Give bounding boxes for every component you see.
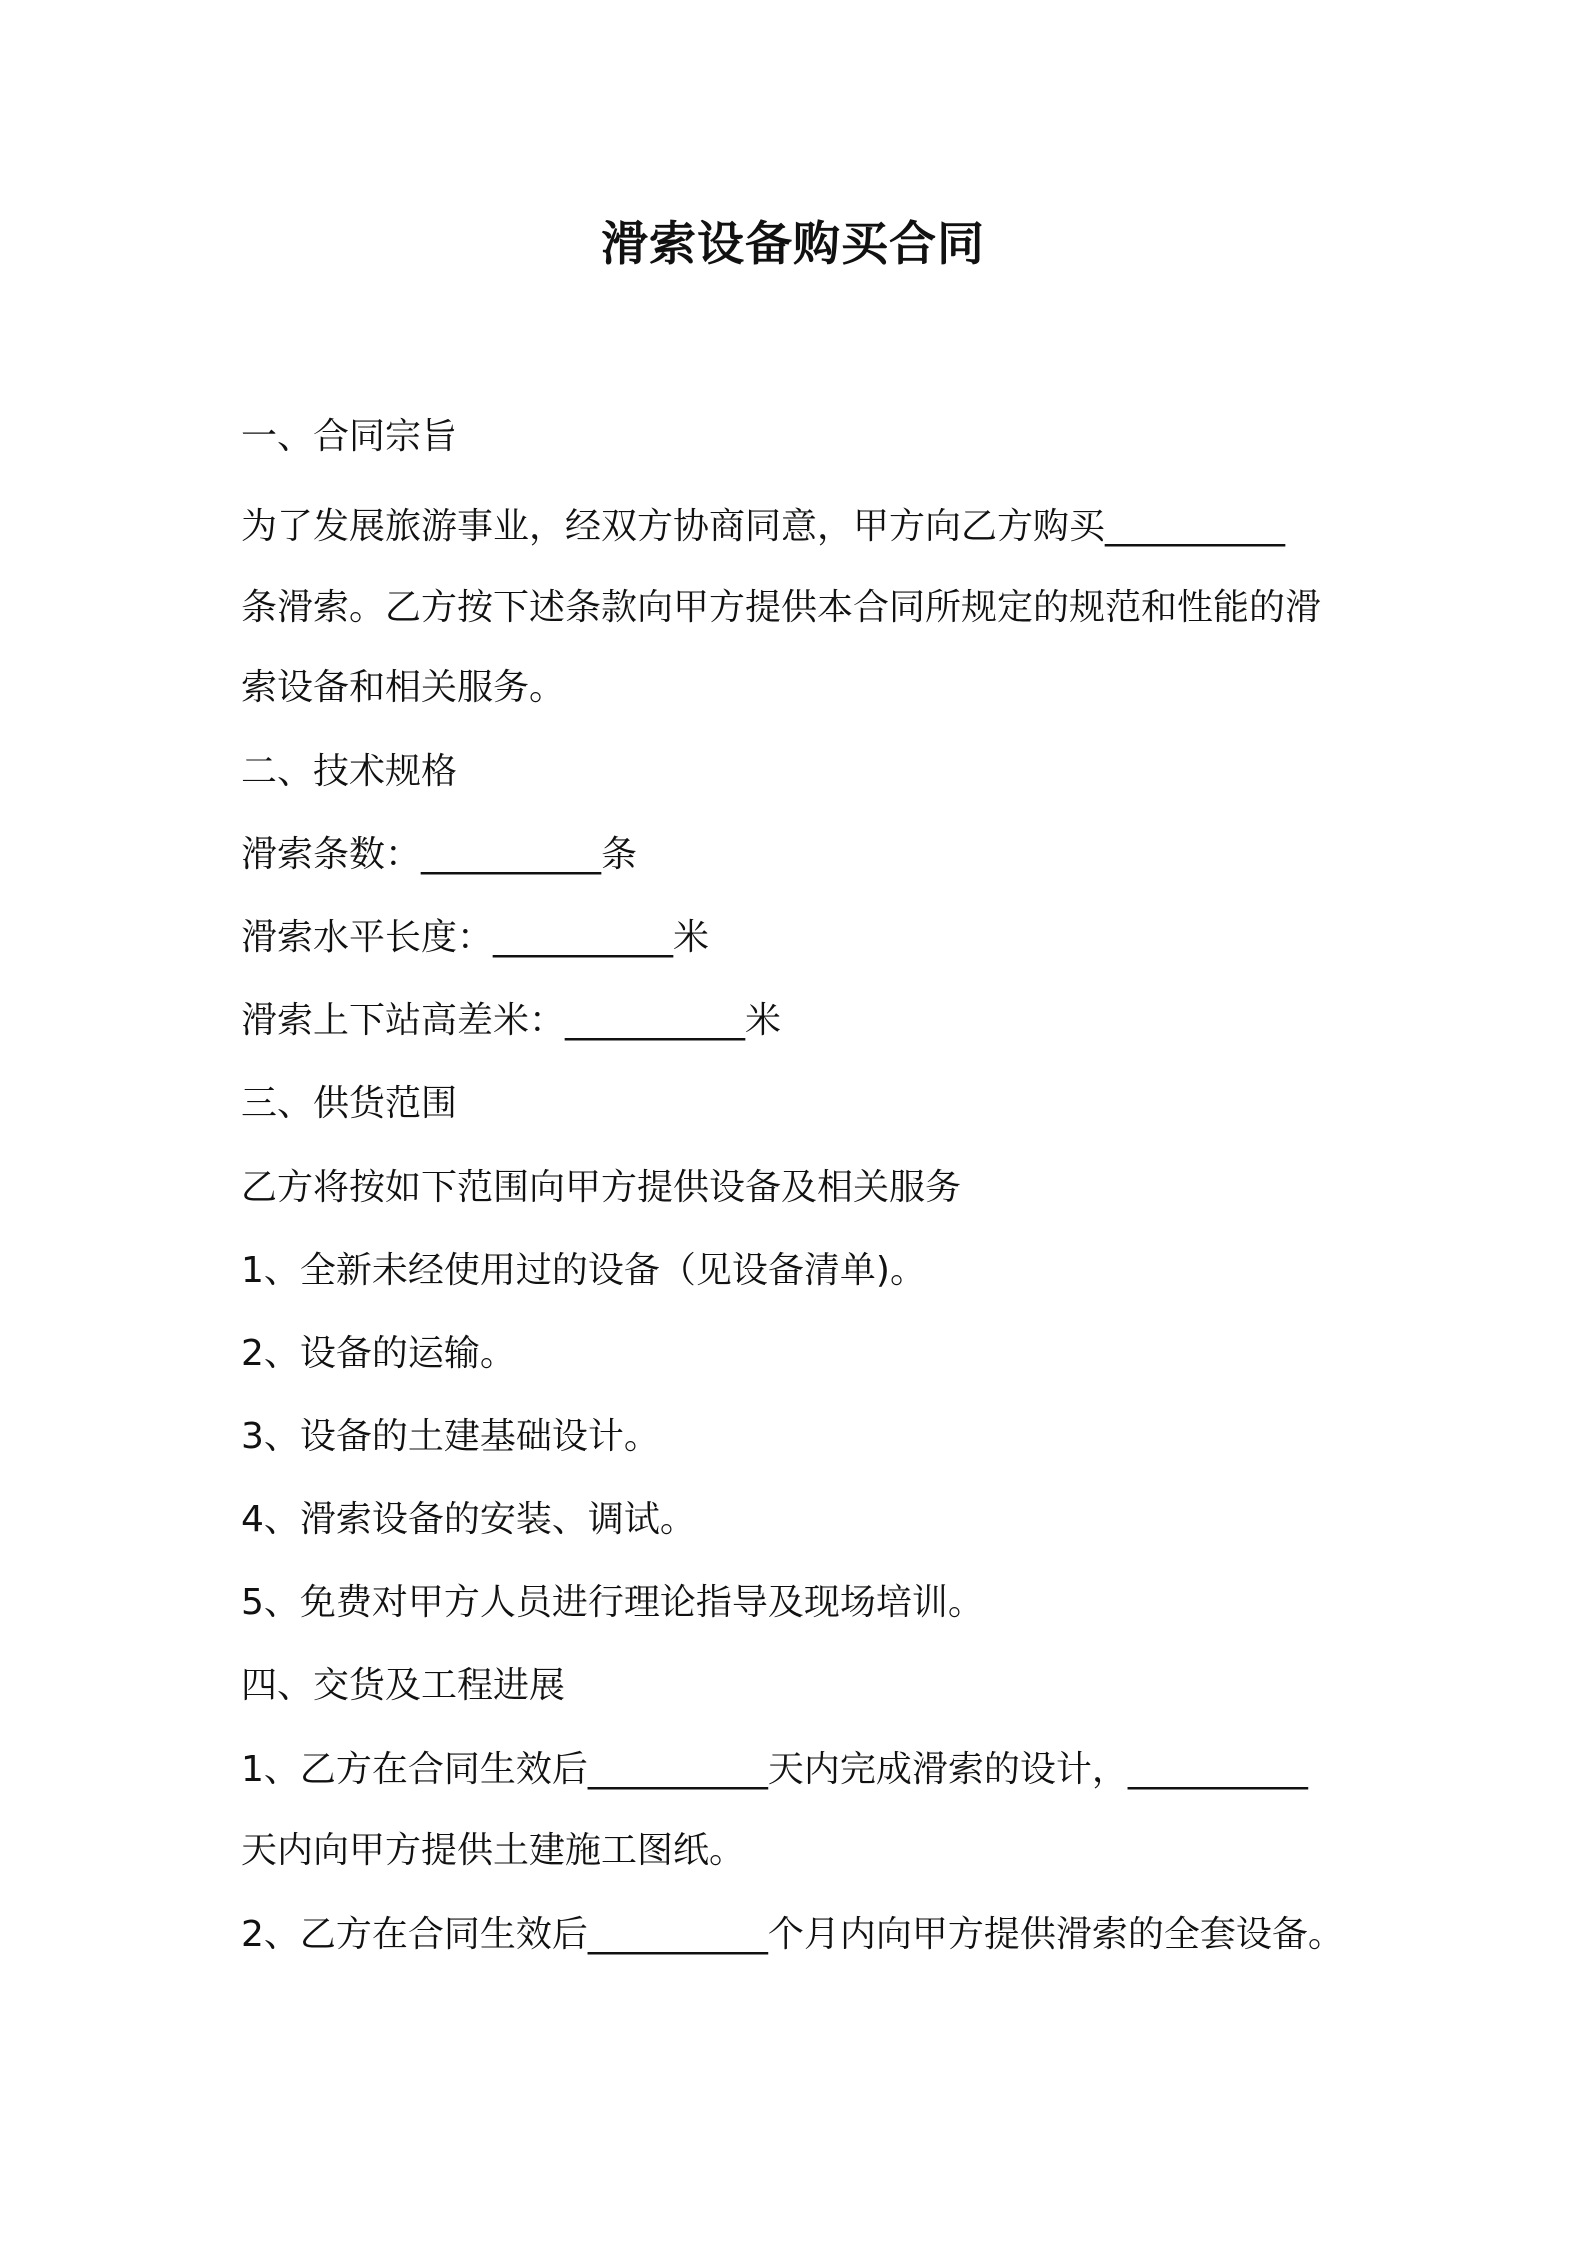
paragraph-line: 天内向甲方提供土建施工图纸。 <box>241 1830 746 1871</box>
list-item: 3、设备的土建基础设计。 <box>241 1416 660 1457</box>
list-item: 5、免费对甲方人员进行理论指导及现场培训。 <box>241 1582 984 1623</box>
spec-line-height-diff: 滑索上下站高差米：__________米 <box>241 1000 782 1041</box>
list-item: 2、设备的运输。 <box>241 1333 516 1374</box>
section-heading-delivery: 四、交货及工程进展 <box>241 1665 566 1706</box>
paragraph-line: 乙方将按如下范围向甲方提供设备及相关服务 <box>241 1167 962 1208</box>
section-heading-specs: 二、技术规格 <box>241 751 458 792</box>
section-heading-purpose: 一、合同宗旨 <box>241 416 458 457</box>
document-title: 滑索设备购买合同 <box>601 217 985 272</box>
spec-line-count: 滑索条数：__________条 <box>241 834 638 875</box>
section-heading-scope: 三、供货范围 <box>241 1083 458 1124</box>
list-item: 1、全新未经使用过的设备（见设备清单)。 <box>241 1250 926 1291</box>
spec-line-length: 滑索水平长度：__________米 <box>241 917 710 958</box>
list-item: 1、乙方在合同生效后__________天内完成滑索的设计，__________ <box>241 1749 1308 1790</box>
paragraph-line: 索设备和相关服务。 <box>241 667 566 708</box>
list-item: 4、滑索设备的安装、调试。 <box>241 1499 696 1540</box>
paragraph-line: 条滑索。乙方按下述条款向甲方提供本合同所规定的规范和性能的滑 <box>241 587 1322 628</box>
paragraph-line: 为了发展旅游事业，经双方协商同意，甲方向乙方购买__________ <box>241 506 1286 547</box>
list-item: 2、乙方在合同生效后__________个月内向甲方提供滑索的全套设备。 <box>241 1914 1344 1955</box>
